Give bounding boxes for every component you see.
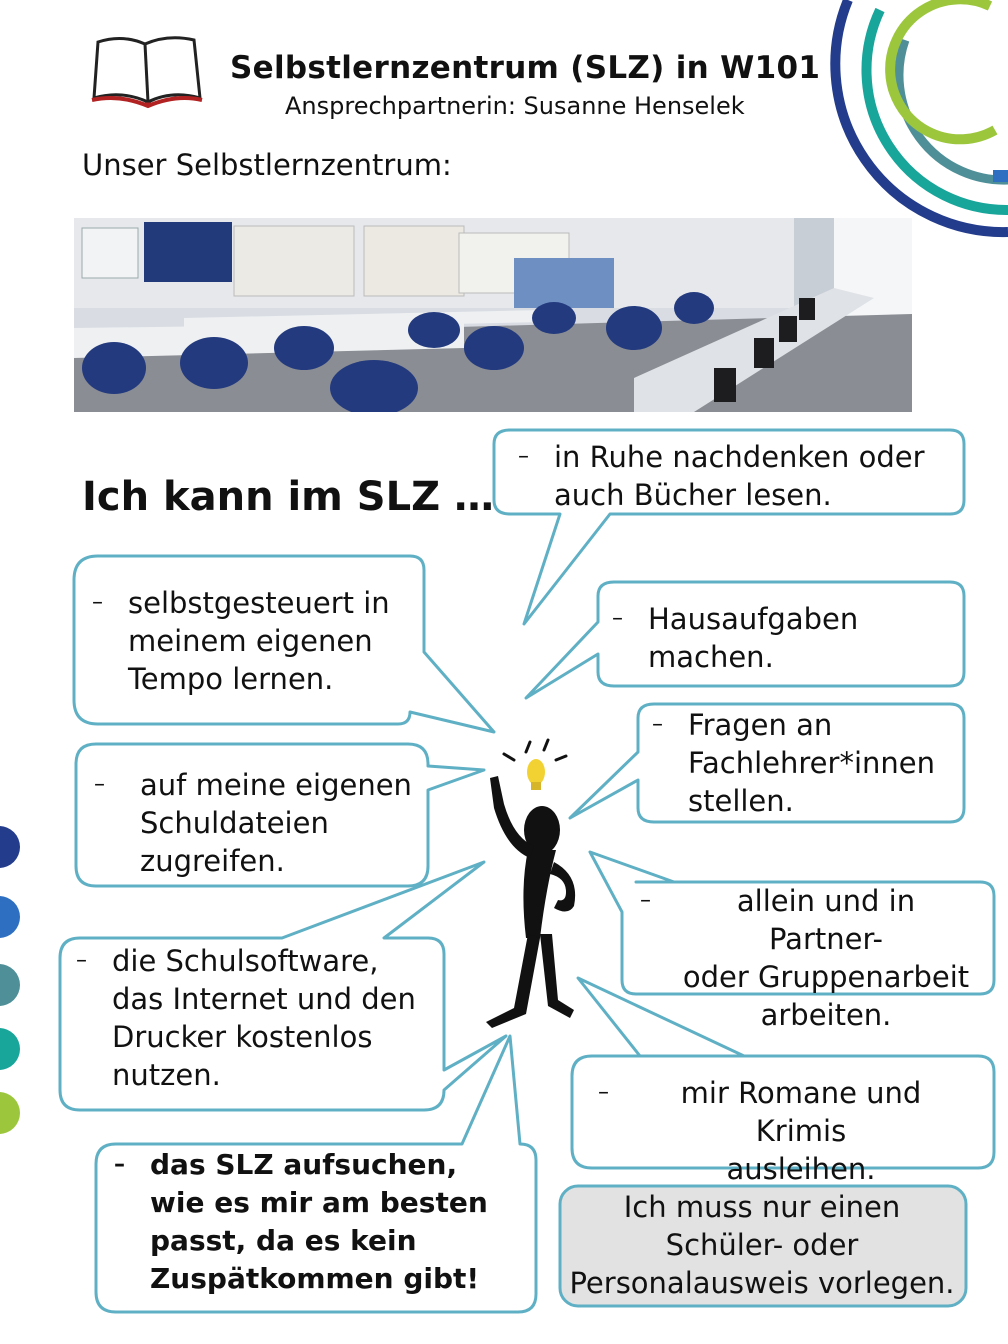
bullet-4-line-1: Fragen an [688,708,833,742]
bullet-9-line-3: passt, da es kein [150,1224,417,1257]
dash-marker: – [114,1152,125,1177]
bullet-3-line-1: Hausaufgaben [648,602,859,636]
dash-marker: – [612,606,623,631]
bullet-8 [598,1074,968,1188]
note-line-1: Ich muss nur einen [623,1190,901,1224]
bullet-8-line-1: mir Romane und Krimis [680,1076,922,1148]
bullet-9-line-1: das SLZ aufsuchen, [150,1148,458,1181]
dash-marker: – [652,712,663,737]
bullet-9-line-2: wie es mir am besten [150,1186,488,1219]
intro-label: Unser Selbstlernzentrum: [82,148,452,182]
bullet-7-line-2: das Internet und den [112,982,416,1016]
dash-marker: – [518,444,529,469]
dash-marker: – [92,590,103,615]
bullet-7-line-3: Drucker kostenlos [112,1020,373,1054]
bullet-5-line-3: zugreifen. [140,844,285,878]
page-title: Selbstlernzentrum (SLZ) in W101 [230,50,821,86]
bullet-3-line-2: machen. [648,640,774,674]
bullet-5-line-2: Schuldateien [140,806,329,840]
bullet-7-line-1: die Schulsoftware, [112,944,379,978]
id-requirement-note [566,1188,958,1302]
bullet-2-line-2: meinem eigenen [128,624,373,658]
bullet-7-line-4: nutzen. [112,1058,221,1092]
bullet-2 [92,584,390,698]
bullet-1-line-2: auch Bücher lesen. [554,478,832,512]
bullet-8-line-2: ausleihen. [726,1152,876,1186]
note-line-2: Schüler- oder [665,1228,859,1262]
headline: Ich kann im SLZ … [82,474,495,520]
bullet-6 [640,882,976,1034]
bullet-1 [518,438,925,514]
bullet-3 [612,600,859,676]
dash-marker: – [76,948,87,973]
contact-person: Ansprechpartnerin: Susanne Henselek [285,92,745,120]
dash-marker: – [94,772,105,797]
bullet-2-line-3: Tempo lernen. [128,662,334,696]
bullet-4-line-2: Fachlehrer*innen [688,746,935,780]
note-line-3: Personalausweis vorlegen. [569,1266,955,1300]
dash-marker: – [598,1080,609,1105]
bullet-6-line-3: arbeiten. [760,998,892,1032]
bullet-5-line-1: auf meine eigenen [140,768,412,802]
bullet-6-line-2: oder Gruppenarbeit [682,960,970,994]
bullet-6-line-1: allein und in Partner- [736,884,916,956]
bullet-9-line-4: Zuspätkommen gibt! [150,1262,480,1295]
bullet-4-line-3: stellen. [688,784,794,818]
bullet-9 [114,1146,488,1298]
bullet-7 [76,942,416,1094]
thinking-person-figure [470,738,600,1038]
bullet-1-line-1: in Ruhe nachdenken oder [554,440,925,474]
dash-marker: – [640,888,651,913]
bullet-5 [94,766,412,880]
bullet-4 [652,706,935,820]
bullet-2-line-1: selbstgesteuert in [128,586,390,620]
